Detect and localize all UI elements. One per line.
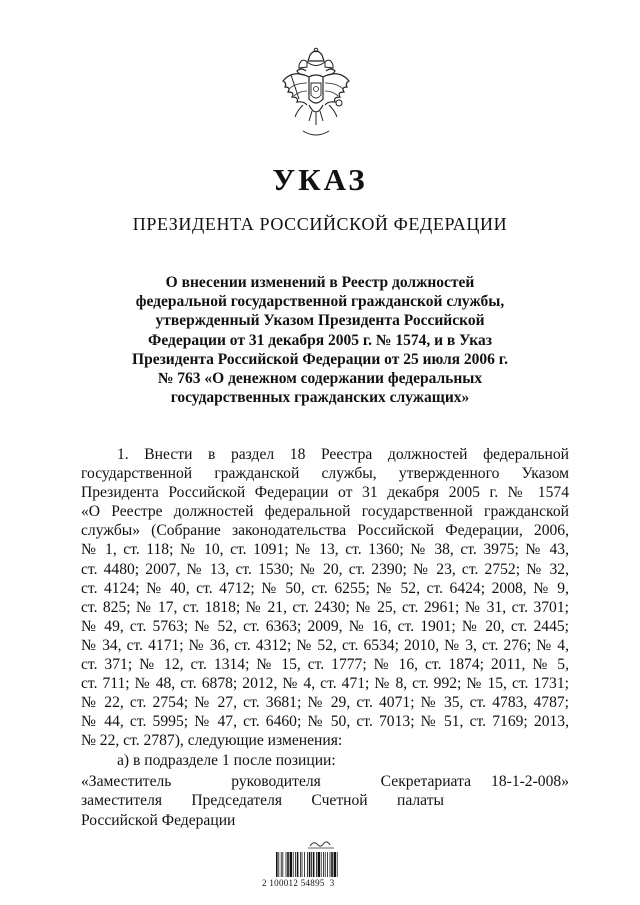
- body-line: службы» (Собрание законодательства Российской Федерации, 2006,: [81, 522, 569, 540]
- body-line: ст. 825; № 17, ст. 1818; № 21, ст. 2430; № 25, ст. 2961; № 31, ст. 3701;: [81, 598, 569, 616]
- barcode-bar: [281, 852, 282, 877]
- heading-line: О внесении изменений в Реестр должностей: [165, 274, 475, 291]
- body-line: № 1, ст. 118; № 10, ст. 1091; № 13, ст. 1360; № 38, ст. 3975; № 43,: [81, 541, 569, 559]
- barcode-bar: [313, 852, 315, 877]
- quote-line: заместителя Председателя Счетной палаты: [81, 792, 444, 810]
- position-quote: [81, 772, 569, 830]
- barcode-bar: [286, 852, 287, 877]
- body-line: № 34, ст. 4171; № 36, ст. 4312; № 52, ст. 6534; 2010, № 3, ст. 276; № 4,: [81, 636, 569, 654]
- barcode-bar: [323, 852, 324, 877]
- heading-line: Федерации от 31 декабря 2005 г. № 1574, и в Указ: [148, 331, 492, 349]
- body-line: № 44, ст. 5995; № 47, ст. 6460; № 50, ст. 7013; № 51, ст. 7169; 2013,: [81, 713, 569, 731]
- body-line: ст. 371; № 12, ст. 1314; № 15, ст. 1777; № 16, ст. 1874; 2011, № 5,: [81, 656, 569, 674]
- barcode-bar: [316, 852, 317, 877]
- heading-line: федеральной государственной гражданской службы,: [135, 293, 505, 311]
- barcode-number: 2 100012 54895 3: [262, 878, 335, 888]
- barcode-bar: [311, 852, 312, 877]
- body-line: ст. 711; № 48, ст. 6878; 2012, № 4, ст. 471; № 8, ст. 992; № 15, ст. 1731;: [81, 675, 569, 693]
- barcode-bar: [325, 852, 326, 877]
- barcode-bar: [337, 852, 338, 877]
- quote-first-row: [81, 772, 569, 791]
- quote-line: «Заместитель руководителя Секретариата: [81, 773, 471, 790]
- coat-of-arms-emblem: [279, 47, 353, 143]
- decree-heading: [100, 273, 540, 407]
- barcode-bar: [295, 852, 296, 877]
- barcode: [275, 852, 365, 877]
- body-line: Президента Российской Федерации от 31 декабря 2005 г. № 1574: [81, 484, 569, 502]
- body-line: ст. 4480; 2007, № 13, ст. 1530; № 20, ст. 2390; № 23, ст. 2752; № 32,: [81, 560, 569, 578]
- barcode-bar: [293, 852, 294, 877]
- barcode-bar: [287, 852, 289, 877]
- heading-line: № 763 «О денежном содержании федеральных: [157, 370, 483, 388]
- barcode-bar: [278, 852, 279, 877]
- barcode-bar: [300, 852, 301, 877]
- document-subtitle: ПРЕЗИДЕНТА РОССИЙСКОЙ ФЕДЕРАЦИИ: [132, 214, 508, 234]
- quote-line: Российской Федерации: [81, 811, 236, 829]
- body-line: государственной гражданской службы, утвержденного Указом: [81, 465, 569, 483]
- barcode-bar: [297, 852, 299, 877]
- barcode-bar: [327, 852, 328, 877]
- body-line: «О Реестре должностей федеральной государственной гражданской: [81, 503, 569, 521]
- position-code: 18-1-2-008»: [491, 773, 569, 790]
- body-line: № 22, ст. 2787), следующие изменения:: [81, 732, 343, 750]
- barcode-bar: [276, 852, 278, 877]
- barcode-bar: [309, 852, 311, 877]
- barcode-bar: [307, 852, 308, 877]
- barcode-bar: [318, 852, 320, 877]
- body-line: № 49, ст. 5763; № 52, ст. 6363; 2009, № 16, ст. 1901; № 20, ст. 2445;: [81, 617, 569, 635]
- heading-line: утвержденный Указом Президента Российской: [155, 312, 485, 330]
- body-line: ст. 4124; № 40, ст. 4712; № 50, ст. 6255; № 52, ст. 6424; 2008, № 9,: [81, 579, 569, 597]
- barcode-bar: [331, 852, 333, 877]
- heading-line: Президента Российской Федерации от 25 июля 2006 г.: [132, 350, 508, 368]
- barcode-bar: [334, 852, 336, 877]
- heading-line: государственных гражданских служащих»: [170, 389, 470, 407]
- barcode-bar: [282, 852, 283, 877]
- printer-mark-icon: [306, 838, 336, 850]
- barcode-bar: [302, 852, 303, 877]
- barcode-bar: [290, 852, 292, 877]
- body-line: 1. Внести в раздел 18 Реестра должностей федеральной: [117, 446, 569, 463]
- barcode-bar: [321, 852, 322, 877]
- barcode-bar: [330, 852, 331, 877]
- body-line: № 22, ст. 2754; № 27, ст. 3681; № 29, ст. 4071; № 35, ст. 4783, 4787;: [81, 694, 569, 712]
- body-line: а) в подразделе 1 после позиции:: [117, 751, 336, 769]
- document-title: УКАЗ: [272, 162, 368, 197]
- barcode-bar: [304, 852, 305, 877]
- decree-body: [81, 445, 569, 770]
